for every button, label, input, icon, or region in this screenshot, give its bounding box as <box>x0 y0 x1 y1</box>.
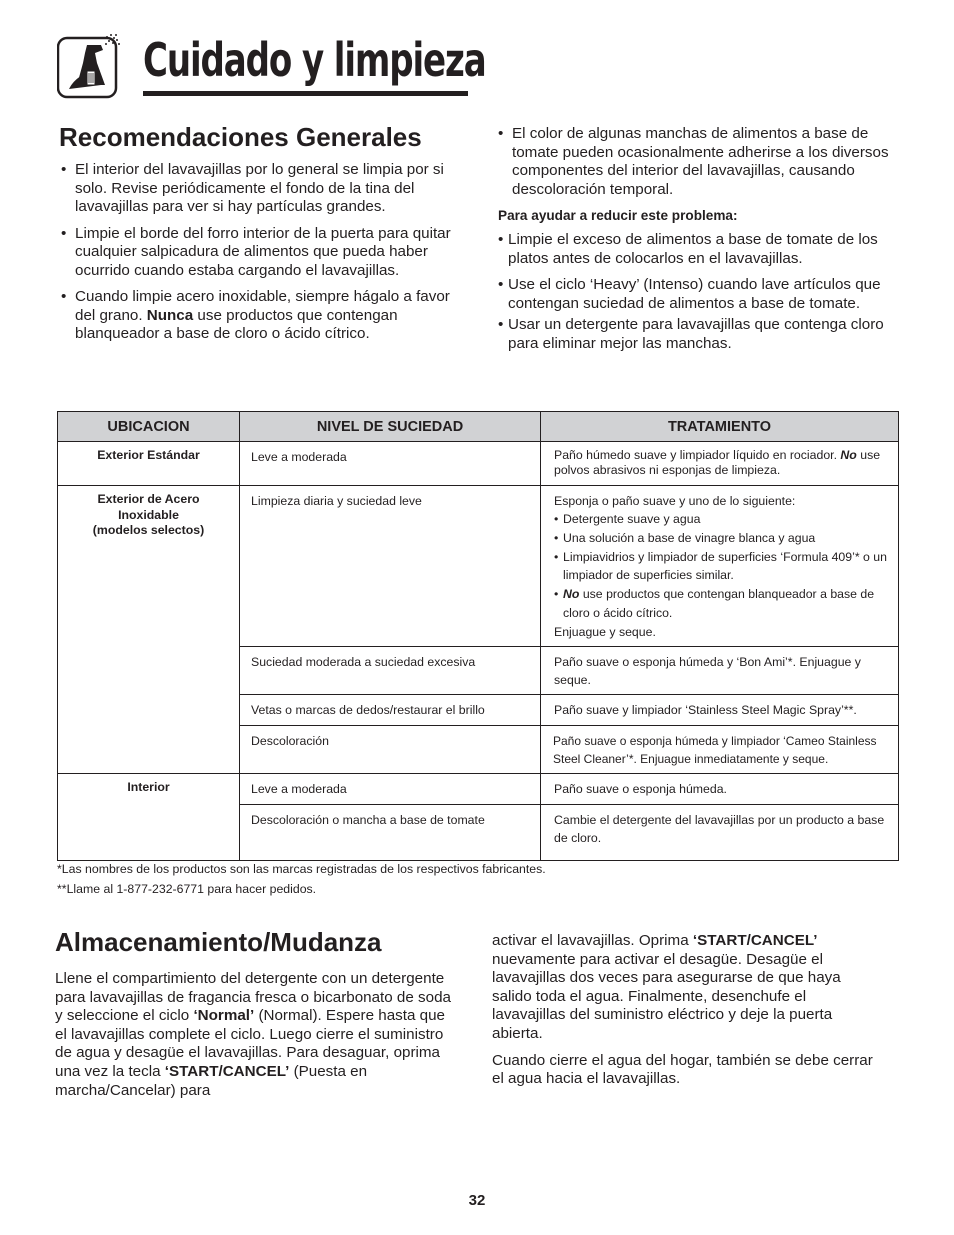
treatment-intro: Esponja o paño suave y uno de lo siguiente: <box>554 494 796 508</box>
cell-text: use polvos abrasivos ni esponjas de limpieza. <box>554 448 881 477</box>
soil-level-cell: Descoloración <box>240 725 541 773</box>
location-line: Exterior de Acero <box>97 492 200 506</box>
help-list <box>496 231 896 353</box>
list-item <box>59 288 469 344</box>
paragraph-text: nuevamente para activar el desagüe. Desagüe el lavavajillas dos veces para asegurarse de que haya salido toda el agua. Finalmente, desenchufe el lavavajillas del suministro eléctrico y deje la puerta abierta. <box>492 950 841 1042</box>
general-list <box>59 161 469 344</box>
footnote: **Llame al 1-877-232-6771 para hacer pedidos. <box>57 882 317 896</box>
item-text: use productos que contengan blanqueador a base de cloro o ácido cítrico. <box>75 306 398 342</box>
treatment-cell: Paño suave o esponja húmeda y ‘Bon Ami’*. Enjuague y seque. <box>541 646 899 694</box>
soil-level-cell: Suciedad moderada a suciedad excesiva <box>240 646 541 694</box>
table-row <box>58 486 899 647</box>
page-number: 32 <box>468 1192 486 1209</box>
list-item: • Limpie el borde del forro interior de la puerta para quitar cualquier salpicadura de alimentos que pueda haber ocurrido cuando estaba cargando el lavavajillas. <box>59 225 469 281</box>
column-header-location: UBICACION <box>58 412 240 442</box>
soil-level-cell: Leve a moderada <box>240 442 541 486</box>
treatment-cell: Paño suave y limpiador ‘Stainless Steel Magic Spray’**. <box>541 694 899 725</box>
column-header-treatment: TRATAMIENTO <box>541 412 899 442</box>
list-item: • Usar un detergente para lavavajillas que contenga cloro para eliminar mejor las manchas. <box>496 316 896 353</box>
cell-text: use productos que contengan blanqueador a base de cloro o ácido cítrico. <box>563 587 875 620</box>
soil-level-cell: Limpieza diaria y suciedad leve <box>240 486 541 647</box>
storage-paragraph <box>492 932 882 1044</box>
paragraph-emphasis: ‘Normal’ <box>193 1007 255 1025</box>
paragraph-emphasis: ‘START/CANCEL’ <box>164 1062 290 1080</box>
list-item: • Limpie el exceso de alimentos a base de tomate de los platos antes de colocarlos en el lavavajillas. <box>496 231 896 268</box>
column-header-soil-level: NIVEL DE SUCIEDAD <box>240 412 541 442</box>
cell-emphasis: No <box>840 448 857 462</box>
treatment-cell <box>541 442 899 486</box>
help-heading: Para ayudar a reducir este problema: <box>498 208 738 223</box>
location-cell: Exterior Estándar <box>58 442 240 486</box>
item-text: Cuando limpie acero inoxidable, siempre hágalo a favor del grano. <box>75 288 450 324</box>
list-item <box>554 585 894 623</box>
treatment-cell <box>541 486 899 647</box>
paragraph-emphasis: ‘START/CANCEL’ <box>692 932 818 949</box>
paragraph-text: activar el lavavajillas. Oprima <box>492 932 693 949</box>
location-line: (modelos selectos) <box>92 523 205 537</box>
paragraph-text: (Puesta en marcha/Cancelar) para <box>55 1062 368 1099</box>
storage-section-right <box>492 932 882 1089</box>
cell-text: Paño húmedo suave y limpiador líquido en rociador. <box>554 448 841 462</box>
list-item: • El color de algunas manchas de alimentos a base de tomate pueden ocasionalmente adherirse a los diversos componentes del interior del lavavajillas, causando descoloración temporal. <box>496 125 896 199</box>
list-item: • Use el ciclo ‘Heavy’ (Intenso) cuando lave artículos que contengan suciedad de alimentos a base de tomate. <box>496 276 896 313</box>
treatment-list <box>554 510 894 623</box>
paragraph-text: (Normal). Espere hasta que el lavavajillas complete el ciclo. Luego cierre el suministro de agua y desagüe el lavavajillas. Para desaguar, oprima una vez la tecla <box>55 1007 445 1080</box>
cell-emphasis: No <box>563 587 580 602</box>
location-cell <box>58 486 240 774</box>
general-heading: Recomendaciones Generales <box>59 122 422 152</box>
table-header-row <box>58 412 899 442</box>
list-item: • Limpiavidrios y limpiador de superficies ‘Formula 409’* o un limpiador de superficies similar. <box>554 548 894 586</box>
stain-list <box>496 125 896 199</box>
general-section-right <box>496 125 896 353</box>
treatment-cell: Cambie el detergente del lavavajillas por un producto a base de cloro. <box>541 804 899 860</box>
soil-level-cell: Vetas o marcas de dedos/restaurar el brillo <box>240 694 541 725</box>
location-cell: Interior <box>58 773 240 860</box>
storage-heading: Almacenamiento/Mudanza <box>55 927 382 957</box>
treatment-outro: Enjuague y seque. <box>554 624 656 639</box>
storage-section-left <box>55 927 455 1100</box>
table-row <box>58 442 899 486</box>
footnote: *Las nombres de los productos son las marcas registradas de los respectivos fabricantes. <box>57 862 546 876</box>
cleaning-spray-icon <box>57 33 121 99</box>
soil-level-cell: Descoloración o mancha a base de tomate <box>240 804 541 860</box>
list-item: • Una solución a base de vinagre blanca y agua <box>554 529 894 548</box>
treatment-cell: Paño suave o esponja húmeda. <box>541 773 899 804</box>
storage-paragraph: Cuando cierre el agua del hogar, también se debe cerrar el agua hacia el lavavajillas. <box>492 1051 873 1088</box>
care-table <box>57 411 899 861</box>
list-item: • El interior del lavavajillas por lo general se limpia por si solo. Revise periódicamente el fondo de la tina del lavavajillas para ver si hay partículas grandes. <box>59 161 469 217</box>
soil-level-cell: Leve a moderada <box>240 773 541 804</box>
item-emphasis: Nunca <box>146 306 194 324</box>
general-section-left <box>59 122 469 344</box>
title-underline <box>143 91 468 96</box>
list-item: • Detergente suave y agua <box>554 510 894 529</box>
storage-paragraph <box>55 970 455 1100</box>
table-row <box>58 773 899 804</box>
location-line: Inoxidable <box>118 507 179 522</box>
paragraph-text: Llene el compartimiento del detergente con un detergente para lavavajillas de fragancia fresca o bicarbonato de soda y seleccione el ciclo <box>55 970 451 1025</box>
page-title: Cuidado y limpieza <box>143 33 486 87</box>
treatment-cell: Paño suave o esponja húmeda y limpiador ‘Cameo Stainless Steel Cleaner’*. Enjuague inmediatamente y seque. <box>541 725 899 773</box>
